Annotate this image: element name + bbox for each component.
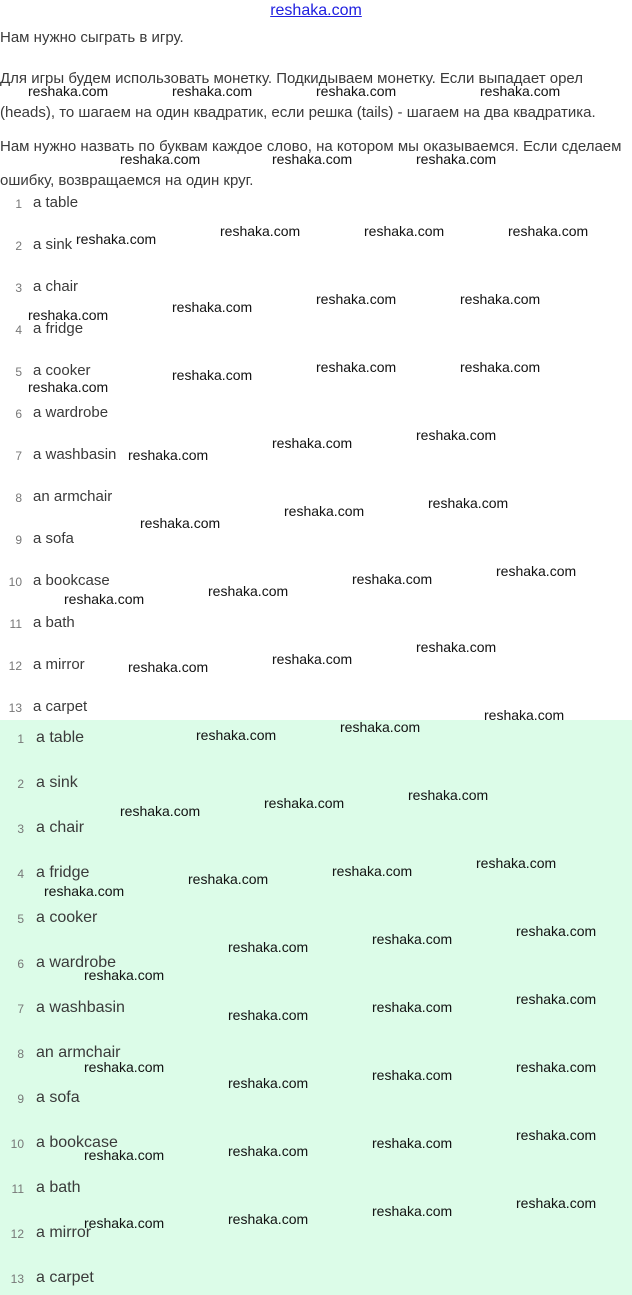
watermark: reshaka.com [84,1059,165,1075]
item-number: 11 [9,617,22,631]
task-instructions: Для игры будем использовать монетку. Подкидываем монетку. Если выпадает орел (heads), то шагаем на один квадратик, если решка (tails) - шагаем на два квадратика. Нам нужно назвать по буквам каждое слово, на котором мы оказываемся. Если сделаем ошибку, возвращаемся на один круг. [0,70,622,189]
watermark: reshaka.com [508,223,589,239]
item-word: a washbasin [33,446,117,463]
watermark: reshaka.com [372,1203,453,1219]
item-number: 8 [15,491,22,505]
watermark: reshaka.com [76,231,157,247]
watermark: reshaka.com [332,863,413,879]
item-number: 1 [17,732,24,746]
item-word: a sink [33,236,73,253]
watermark: reshaka.com [44,883,125,899]
watermark: reshaka.com [64,591,145,607]
item-number: 11 [11,1182,24,1196]
watermark: reshaka.com [316,83,397,99]
watermark: reshaka.com [228,1007,309,1023]
item-number: 7 [17,1002,24,1016]
item-word: a chair [33,278,79,295]
watermark: reshaka.com [120,803,201,819]
watermark: reshaka.com [272,151,353,167]
item-word: a cooker [33,362,91,379]
watermark: reshaka.com [28,83,109,99]
item-number: 3 [15,281,22,295]
watermark: reshaka.com [84,1147,165,1163]
watermark: reshaka.com [196,727,277,743]
item-word: a sofa [33,530,74,547]
watermark: reshaka.com [272,435,353,451]
item-number: 4 [17,867,24,881]
watermark: reshaka.com [516,1127,597,1143]
watermark: reshaka.com [416,427,497,443]
item-number: 9 [15,533,22,547]
watermark: reshaka.com [84,967,165,983]
watermark: reshaka.com [516,991,597,1007]
watermark: reshaka.com [264,795,345,811]
watermark: reshaka.com [364,223,445,239]
watermark: reshaka.com [316,359,397,375]
item-word: a carpet [33,698,88,715]
watermark: reshaka.com [28,379,109,395]
item-word: a wardrobe [36,954,117,971]
site-link[interactable]: reshaka.com [270,2,362,19]
watermark: reshaka.com [516,1059,597,1075]
watermark: reshaka.com [372,1067,453,1083]
item-number: 12 [8,659,22,673]
watermark: reshaka.com [480,83,561,99]
watermark: reshaka.com [496,563,577,579]
watermark: reshaka.com [428,495,509,511]
item-number: 9 [17,1092,24,1106]
watermark: reshaka.com [128,659,209,675]
item-number: 13 [10,1272,24,1286]
watermark: reshaka.com [272,651,353,667]
watermark: reshaka.com [228,939,309,955]
item-word: a mirror [36,1224,92,1241]
item-word: a bookcase [33,572,110,589]
item-number: 3 [17,822,24,836]
watermark: reshaka.com [416,639,497,655]
watermark: reshaka.com [460,359,541,375]
item-number: 6 [15,407,22,421]
item-word: a bath [33,614,75,631]
item-word: a chair [36,819,85,836]
watermark: reshaka.com [208,583,289,599]
watermark: reshaka.com [476,855,557,871]
watermark: reshaka.com [228,1211,309,1227]
watermark: reshaka.com [84,1215,165,1231]
watermark: reshaka.com [340,719,421,735]
item-word: a washbasin [36,999,125,1016]
item-word: a cooker [36,909,98,926]
watermark: reshaka.com [372,999,453,1015]
watermark: reshaka.com [120,151,201,167]
item-number: 7 [15,449,22,463]
watermark: reshaka.com [484,707,565,723]
item-number: 5 [15,365,22,379]
item-word: an armchair [36,1044,121,1061]
item-number: 4 [15,323,22,337]
watermark: reshaka.com [228,1143,309,1159]
watermark: reshaka.com [316,291,397,307]
item-number: 2 [17,777,24,791]
item-number: 6 [17,957,24,971]
item-number: 5 [17,912,24,926]
watermark: reshaka.com [416,151,497,167]
item-number: 12 [10,1227,24,1241]
watermark: reshaka.com [28,307,109,323]
watermark: reshaka.com [228,1075,309,1091]
item-number: 2 [15,239,22,253]
item-word: a wardrobe [33,404,109,421]
watermark: reshaka.com [408,787,489,803]
watermark: reshaka.com [172,367,253,383]
item-word: a fridge [36,864,90,881]
item-word: a table [33,194,79,211]
watermark: reshaka.com [220,223,301,239]
watermark: reshaka.com [172,299,253,315]
watermark: reshaka.com [172,83,253,99]
watermark: reshaka.com [128,447,209,463]
watermark: reshaka.com [372,931,453,947]
item-number: 10 [8,575,22,589]
watermark: reshaka.com [140,515,221,531]
watermark: reshaka.com [284,503,365,519]
item-word: a sink [36,774,78,791]
watermark: reshaka.com [188,871,269,887]
task-title: Нам нужно сыграть в игру. [0,29,184,46]
item-number: 13 [8,701,22,715]
item-word: a sofa [36,1089,80,1106]
item-word: a bath [36,1179,81,1196]
watermark: reshaka.com [516,1195,597,1211]
item-word: an armchair [33,488,113,505]
watermark: reshaka.com [352,571,433,587]
item-word: a fridge [33,320,84,337]
item-word: a bookcase [36,1134,118,1151]
item-word: a carpet [36,1269,94,1286]
watermark: reshaka.com [516,923,597,939]
item-number: 1 [15,197,22,211]
item-number: 8 [17,1047,24,1061]
watermark: reshaka.com [372,1135,453,1151]
watermark: reshaka.com [460,291,541,307]
item-word: a mirror [33,656,85,673]
item-word: a table [36,729,85,746]
item-number: 10 [10,1137,24,1151]
